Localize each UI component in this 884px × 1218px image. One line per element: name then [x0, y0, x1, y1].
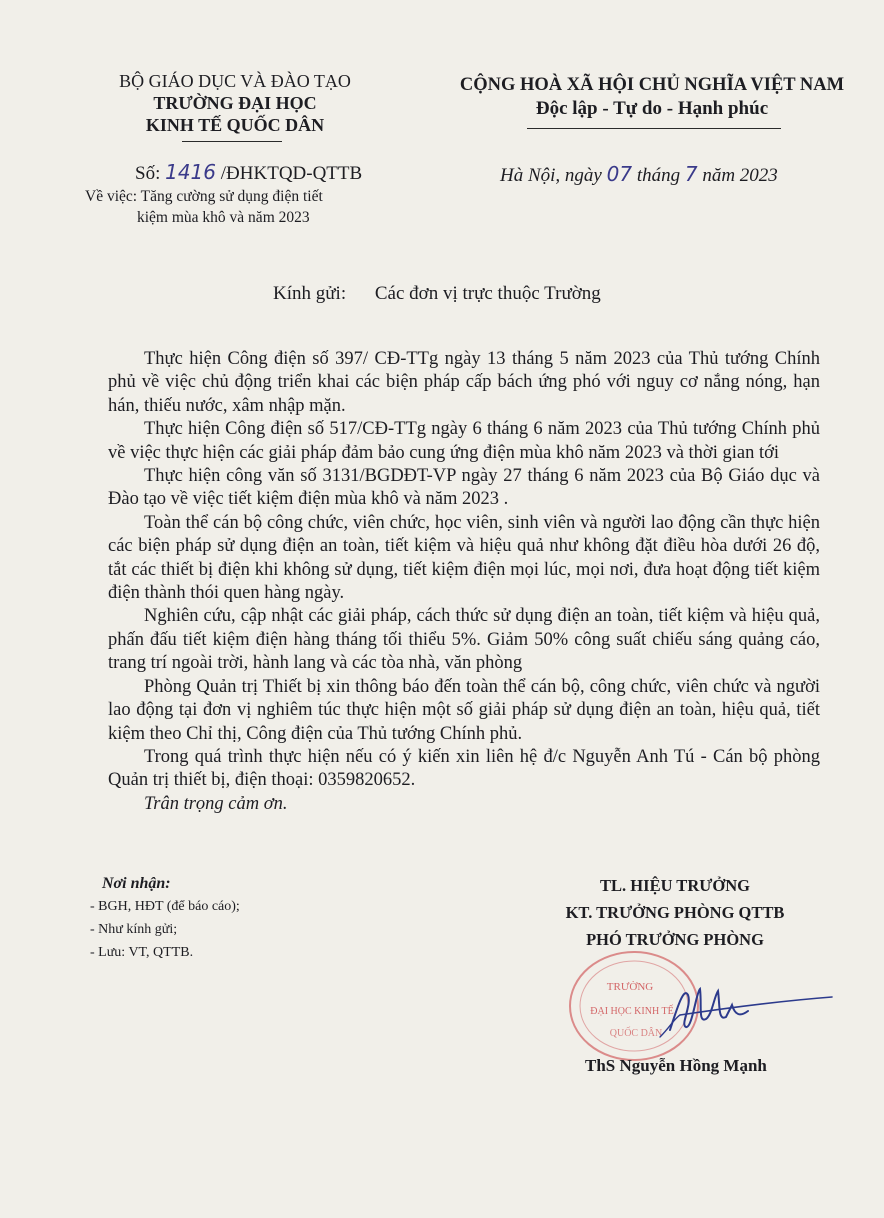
closing-line: Trân trọng cảm ơn.: [144, 793, 288, 814]
doc-number-handwritten: 1416: [165, 160, 217, 184]
national-motto: Độc lập - Tự do - Hạnh phúc: [535, 98, 769, 119]
document-subject: [85, 186, 425, 228]
date-month-label: tháng: [636, 165, 681, 186]
signature-title-line3: PHÓ TRƯỞNG PHÒNG: [586, 930, 764, 949]
document-date: [500, 162, 778, 187]
recipient-list: [90, 872, 240, 964]
recipient-item: - Như kính gửi;: [90, 922, 178, 937]
body-paragraph: Trong quá trình thực hiện nếu có ý kiến xin liên hệ đ/c Nguyễn Anh Tú - Cán bộ phòng Quản trị thiết bị, điện thoại: 0359820652.: [108, 746, 820, 791]
greeting: [273, 283, 601, 305]
signature-block: [550, 872, 800, 953]
seal-text-line3: QUỐC DÂN: [609, 1028, 663, 1039]
date-day-handwritten: 07: [606, 162, 633, 186]
nation-name: CỘNG HOÀ XÃ HỘI CHỦ NGHĨA VIỆT NAM: [459, 75, 845, 95]
motto-underline: [527, 128, 781, 129]
body-paragraph: Thực hiện Công điện số 517/CĐ-TTg ngày 6 tháng 6 năm 2023 của Thủ tướng Chính phủ về việc thực hiện các giải pháp đảm bảo cung ứng điện mùa khô năm 2023 và thời gian tới: [108, 419, 820, 463]
body-paragraph: Phòng Quản trị Thiết bị xin thông báo đến toàn thể cán bộ, công chức, viên chức và người lao động tại đơn vị nghiêm túc thực hiện một số giải pháp sử dụng điện an toàn, hiệu quả, tiết kiệm theo Chỉ thị, Công điện của Thủ tướng Chính phủ.: [108, 676, 820, 744]
signature-title-line1: TL. HIỆU TRƯỞNG: [600, 876, 750, 895]
signature-title-line2: KT. TRƯỞNG PHÒNG QTTB: [565, 903, 785, 922]
body-paragraph: Thực hiện Công điện số 397/ CĐ-TTg ngày 13 tháng 5 năm 2023 của Thủ tướng Chính phủ về việc chủ động triển khai các biện pháp cấp bách ứng phó với nguy cơ nắng nóng, hạn hán, thiếu nước, xâm nhập mặn.: [108, 349, 820, 416]
national-header: [452, 74, 852, 122]
greeting-recipient: Các đơn vị trực thuộc Trường: [374, 283, 601, 304]
signer-name: ThS Nguyễn Hồng Mạnh: [585, 1056, 767, 1075]
school-name-line1: TRƯỜNG ĐẠI HỌC: [153, 93, 317, 113]
greeting-label: Kính gửi:: [273, 283, 347, 304]
body-paragraph: Thực hiện công văn số 3131/BGDĐT-VP ngày 27 tháng 6 năm 2023 của Bộ Giáo dục và Đào tạo về việc tiết kiệm điện mùa khô và năm 2023 .: [108, 466, 820, 510]
recipient-item: - Lưu: VT, QTTB.: [90, 945, 194, 960]
letter-body: [108, 348, 820, 816]
document-number: [135, 160, 362, 185]
doc-number-prefix: Số:: [135, 163, 161, 184]
body-paragraph: Toàn thể cán bộ công chức, viên chức, học viên, sinh viên và người lao động cần thực hiện các biện pháp sử dụng điện an toàn, tiết kiệm và hiệu quả như không đặt điều hòa dưới 26 độ, tắt các thiết bị điện khi không sử dụng, tiết kiệm điện mọi lúc, mọi nơi, đưa hoạt động tiết kiệm điện thành thói quen hàng ngày.: [108, 512, 820, 604]
doc-number-suffix: /ĐHKTQD-QTTB: [220, 163, 363, 184]
date-month-handwritten: 7: [684, 162, 698, 186]
handwritten-signature: [640, 975, 840, 1045]
recipient-item: - BGH, HĐT (để báo cáo);: [90, 899, 240, 914]
issuer-header: [90, 70, 380, 136]
school-name-line2: KINH TẾ QUỐC DÂN: [145, 115, 325, 135]
subject-line1: Về việc: Tăng cường sử dụng điện tiết: [85, 188, 323, 205]
date-year: năm 2023: [702, 165, 778, 186]
seal-text-line2: ĐẠI HỌC KINH TẾ: [590, 1006, 674, 1017]
subject-line2: kiệm mùa khô và năm 2023: [137, 209, 310, 226]
ministry-name: BỘ GIÁO DỤC VÀ ĐÀO TẠO: [119, 71, 351, 91]
seal-text-line1: TRƯỜNG: [606, 981, 654, 993]
date-prefix: Hà Nội, ngày: [500, 165, 602, 186]
recipient-list-title: Nơi nhận:: [102, 875, 171, 892]
body-paragraph: Nghiên cứu, cập nhật các giải pháp, cách thức sử dụng điện an toàn, tiết kiệm và hiệu quả, phấn đấu tiết kiệm điện hàng tháng tối thiểu 5%. Giảm 50% công suất chiếu sáng quảng cáo, trang trí ngoài trời, hành lang và các tòa nhà, văn phòng: [108, 606, 820, 674]
issuer-underline: [182, 141, 282, 142]
